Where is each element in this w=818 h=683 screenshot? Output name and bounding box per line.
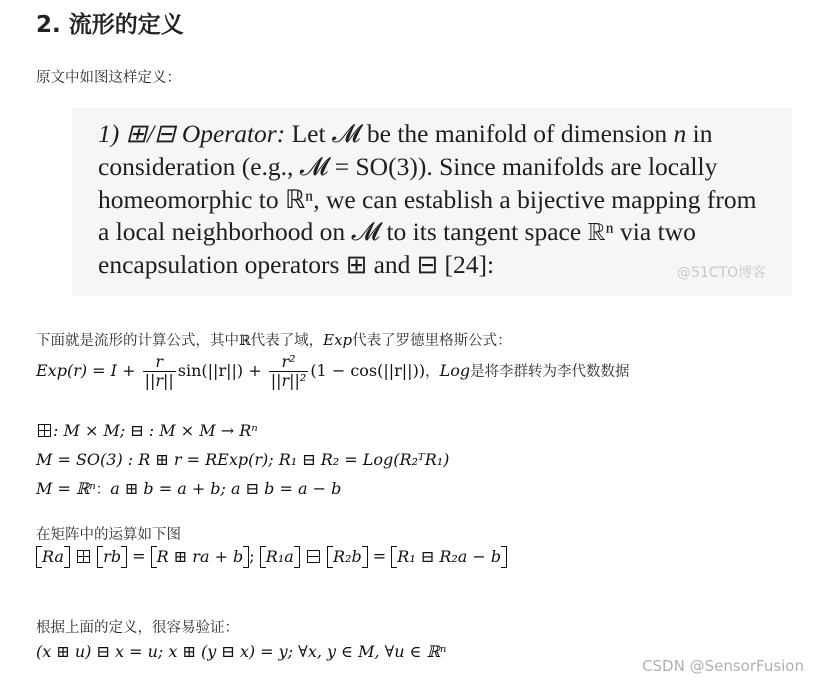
- quote-line-5: encapsulation operators ⊞ and ⊟ [24]:: [98, 250, 495, 280]
- fraction-r-over-norm: $\frac{r}{||r||}$: [144, 352, 174, 390]
- exp-description: 下面就是流形的计算公式，其中ℝ代表了域，Exp代表了罗德里格斯公式：: [36, 331, 512, 349]
- quoted-paper-text: [98, 118, 782, 282]
- matrix-formula: Ra rb = R ⊞ ra + b ; R₁a R₂b = R₁ ⊟ R₂a − b: [36, 546, 507, 568]
- matrix-R-a: Ra: [36, 546, 70, 568]
- quote-line-1: 1) ⊞/⊟ Operator: Let 𝓜 be the manifold of dimension n in: [98, 119, 713, 148]
- csdn-watermark: CSDN @SensorFusion: [642, 657, 804, 675]
- quote-line-4: a local neighborhood on 𝓜 to its tangent space ℝⁿ via two: [98, 217, 696, 247]
- matrix-R2-b: R₂b: [327, 546, 368, 568]
- quote-watermark: @51CTO博客: [677, 265, 767, 281]
- verify-title: 根据上面的定义，很容易验证：: [36, 620, 239, 636]
- matrix-r-b: rb: [97, 546, 127, 568]
- boxminus-symbol: [307, 550, 320, 563]
- matrix-R1-a: R₁a: [260, 546, 300, 568]
- boxplus-symbol: [77, 550, 90, 563]
- matrix-diff: R₁ ⊟ R₂a − b: [391, 546, 507, 568]
- matrix-sum: R ⊞ ra + b: [151, 546, 250, 568]
- operator-def-1: : M × M; ⊟ : M × M → Rⁿ: [36, 421, 258, 440]
- intro-text: 原文中如图这样定义：: [36, 70, 181, 86]
- operator-def-2: M = SO(3) : R ⊞ r = RExp(r); R₁ ⊟ R₂ = Log(R₂ᵀR₁): [36, 450, 450, 469]
- matrix-title: 在矩阵中的运算如下图: [36, 527, 181, 543]
- boxplus-symbol: [38, 424, 51, 437]
- quote-line-2: consideration (e.g., 𝓜 = SO(3)). Since manifolds are locally: [98, 151, 718, 181]
- section-heading: 2. 流形的定义: [36, 12, 184, 38]
- operator-def-3: M = ℝⁿ：a ⊞ b = a + b; a ⊟ b = a − b: [36, 479, 342, 498]
- quote-line-3: homeomorphic to ℝⁿ, we can establish a bijective mapping from: [98, 184, 757, 214]
- exp-formula: Exp(r) = I + $\frac{r}{||r||}$ sin(||r||) + $\frac{\text{r²}}{\text{||r||²}}$ (1 − cos(||r||))，Log是将李群转为李代数数据: [36, 352, 630, 390]
- fraction-r2-over-norm2: $\frac{\text{r²}}{\text{||r||²}}$: [270, 352, 307, 390]
- verify-formula: (x ⊞ u) ⊟ x = u; x ⊞ (y ⊟ x) = y; ∀x, y ∈ M, ∀u ∈ ℝⁿ: [36, 642, 447, 661]
